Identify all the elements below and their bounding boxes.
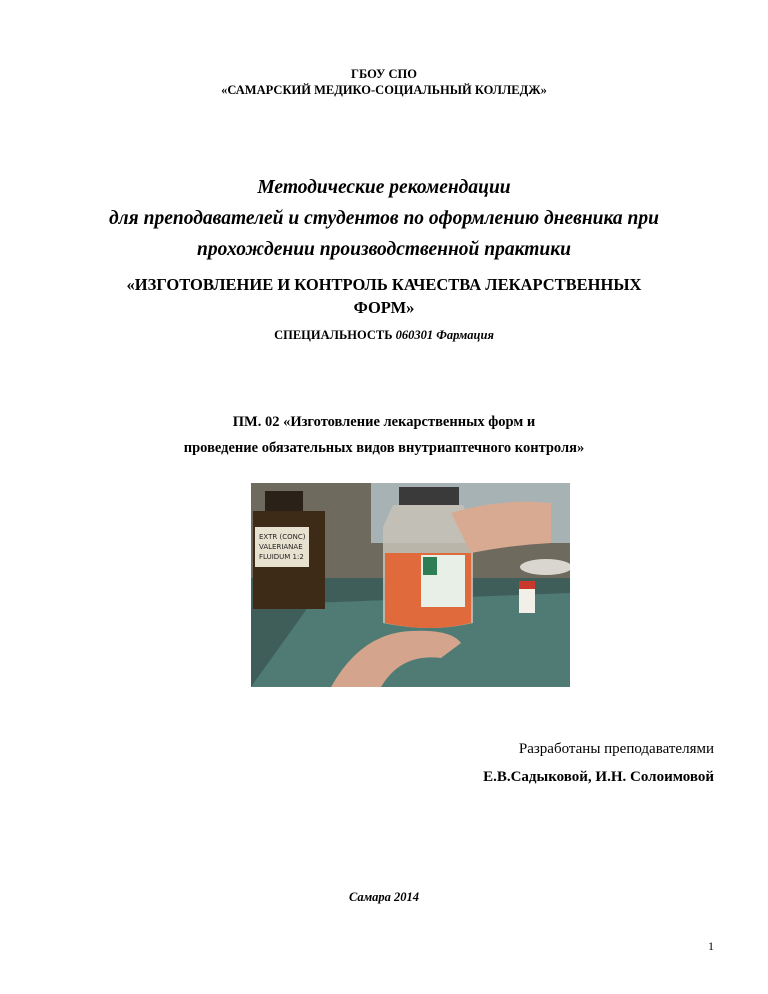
developers-intro: Разработаны преподавателями (518, 741, 714, 757)
subject-line-2: ФОРМ» (353, 298, 415, 317)
professional-module (0, 409, 768, 461)
bottle-label-line-1: EXTR (CONC) (259, 533, 306, 541)
practice-subject (0, 273, 768, 319)
subject-line-1: «ИЗГОТОВЛЕНИЕ И КОНТРОЛЬ КАЧЕСТВА ЛЕКАРСТВЕННЫХ (126, 275, 642, 294)
developers-block (483, 735, 714, 791)
glass-jar (383, 487, 473, 628)
pharmacy-photo (251, 483, 570, 687)
title-line-3: прохождении производственной практики (197, 239, 571, 260)
developers-names: Е.В.Садыковой, И.Н. Солоимовой (483, 769, 714, 785)
institution-name: «САМАРСКИЙ МЕДИКО-СОЦИАЛЬНЫЙ КОЛЛЕДЖ» (221, 83, 547, 97)
specialty-line (0, 328, 768, 343)
specialty-value: 060301 Фармация (395, 328, 494, 342)
bottle-label-line-2: VALERIANAE (259, 543, 303, 551)
document-title (0, 172, 768, 265)
bottle-label-line-3: FLUIDUM 1:2 (259, 553, 304, 561)
city-year: Самара 2014 (348, 890, 420, 904)
institution-header (0, 66, 768, 98)
module-line-1: ПМ. 02 «Изготовление лекарственных форм и (232, 414, 536, 430)
page-number: 1 (708, 939, 714, 953)
title-line-1: Методические рекомендации (257, 177, 511, 198)
institution-type: ГБОУ СПО (351, 67, 417, 81)
specialty-label: СПЕЦИАЛЬНОСТЬ (274, 328, 396, 342)
title-line-2: для преподавателей и студентов по оформлению дневника при (109, 208, 659, 229)
module-line-2: проведение обязательных видов внутриаптечного контроля» (183, 440, 585, 456)
